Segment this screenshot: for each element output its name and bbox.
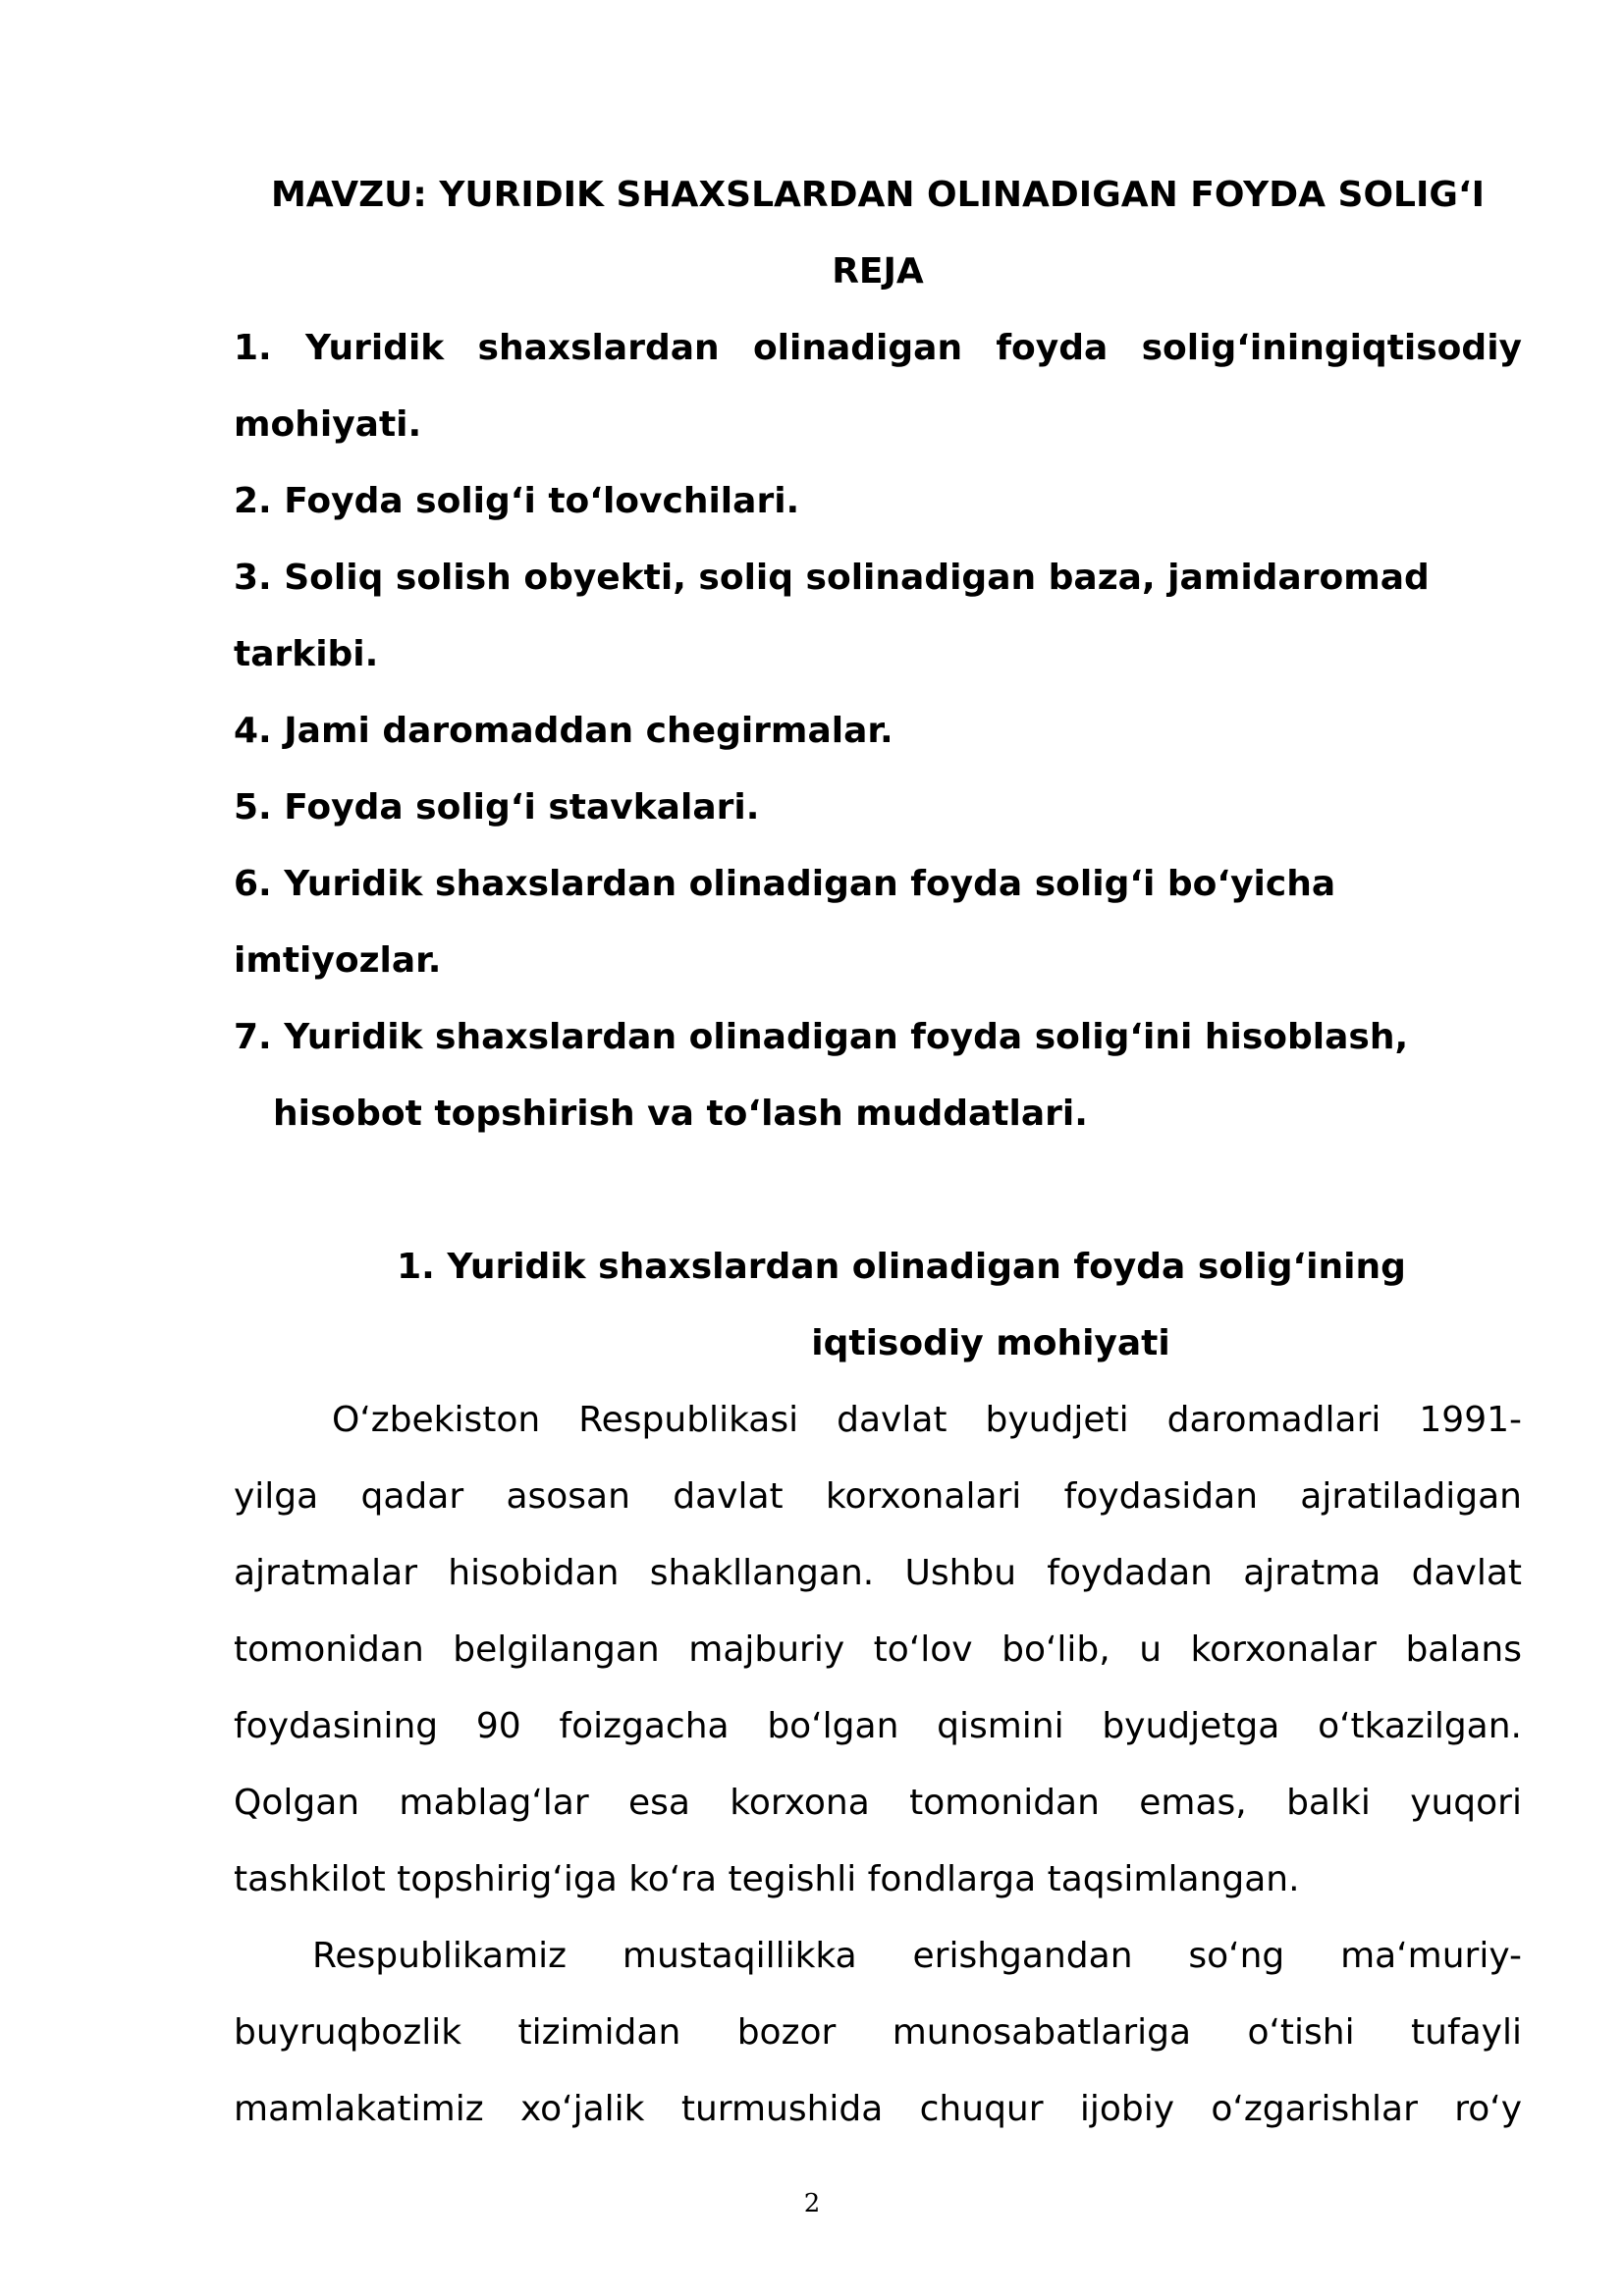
plan-item-7-line-1: 7. Yuridik shaxslardan olinadigan foyda solig‘ini hisoblash, [234, 1017, 1409, 1057]
plan-label: REJA [832, 251, 924, 292]
plan-item-4: 4. Jami daromaddan chegirmalar. [234, 711, 893, 751]
plan-item-1-line-1: 1. Yuridik shaxslardan olinadigan foyda solig‘iningiqtisodiy [234, 328, 1522, 368]
paragraph-1-line-4: tomonidan belgilangan majburiy to‘lov bo‘lib, u korxonalar balans [234, 1629, 1522, 1670]
document-page [234, 157, 1522, 2148]
paragraph-1 [234, 1382, 1522, 1918]
section-heading-line-2: iqtisodiy mohiyati [811, 1323, 1170, 1363]
plan-item-2: 2. Foyda solig‘i to‘lovchilari. [234, 481, 800, 521]
paragraph-2-line-1: Respublikamiz mustaqillikka erishgandan so‘ng ma‘muriy- [312, 1936, 1522, 1976]
page-number: 2 [803, 2189, 821, 2218]
paragraph-2 [234, 1918, 1522, 2148]
plan-item-6-line-2: imtiyozlar. [234, 940, 442, 981]
paragraph-1-line-7: tashkilot topshirig‘iga ko‘ra tegishli fondlarga taqsimlangan. [234, 1859, 1300, 1899]
paragraph-1-line-2: yilga qadar asosan davlat korxonalari foydasidan ajratiladigan [234, 1476, 1522, 1517]
plan-item-7-line-2: hisobot topshirish va to‘lash muddatlari. [273, 1094, 1088, 1134]
plan-item-3-line-2: tarkibi. [234, 634, 379, 674]
paragraph-1-line-1: O‘zbekiston Respublikasi davlat byudjeti daromadlari 1991- [332, 1400, 1522, 1440]
plan-item-5: 5. Foyda solig‘i stavkalari. [234, 787, 760, 828]
plan-item-1-line-2: mohiyati. [234, 404, 422, 445]
plan-item-6-line-1: 6. Yuridik shaxslardan olinadigan foyda solig‘i bo‘yicha [234, 864, 1336, 904]
paragraph-1-line-5: foydasining 90 foizgacha bo‘lgan qismini byudjetga o‘tkazilgan. [234, 1706, 1522, 1746]
plan-item-3-line-1: 3. Soliq solish obyekti, soliq solinadigan baza, jamidaromad [234, 558, 1430, 598]
paragraph-2-line-3: mamlakatimiz xo‘jalik turmushida chuqur ijobiy o‘zgarishlar ro‘y [234, 2089, 1522, 2129]
paragraph-1-line-6: Qolgan mablag‘lar esa korxona tomonidan emas, balki yuqori [234, 1783, 1522, 1823]
plan-list [234, 310, 1522, 1152]
paragraph-2-line-2: buyruqbozlik tizimidan bozor munosabatlariga o‘tishi tufayli [234, 2012, 1522, 2053]
paragraph-1-line-3: ajratmalar hisobidan shakllangan. Ushbu foydadan ajratma davlat [234, 1553, 1522, 1593]
document-title: MAVZU: YURIDIK SHAXSLARDAN OLINADIGAN FOYDA SOLIG‘I [270, 175, 1486, 215]
section-heading-line-1: 1. Yuridik shaxslardan olinadigan foyda solig‘ining [397, 1247, 1406, 1287]
